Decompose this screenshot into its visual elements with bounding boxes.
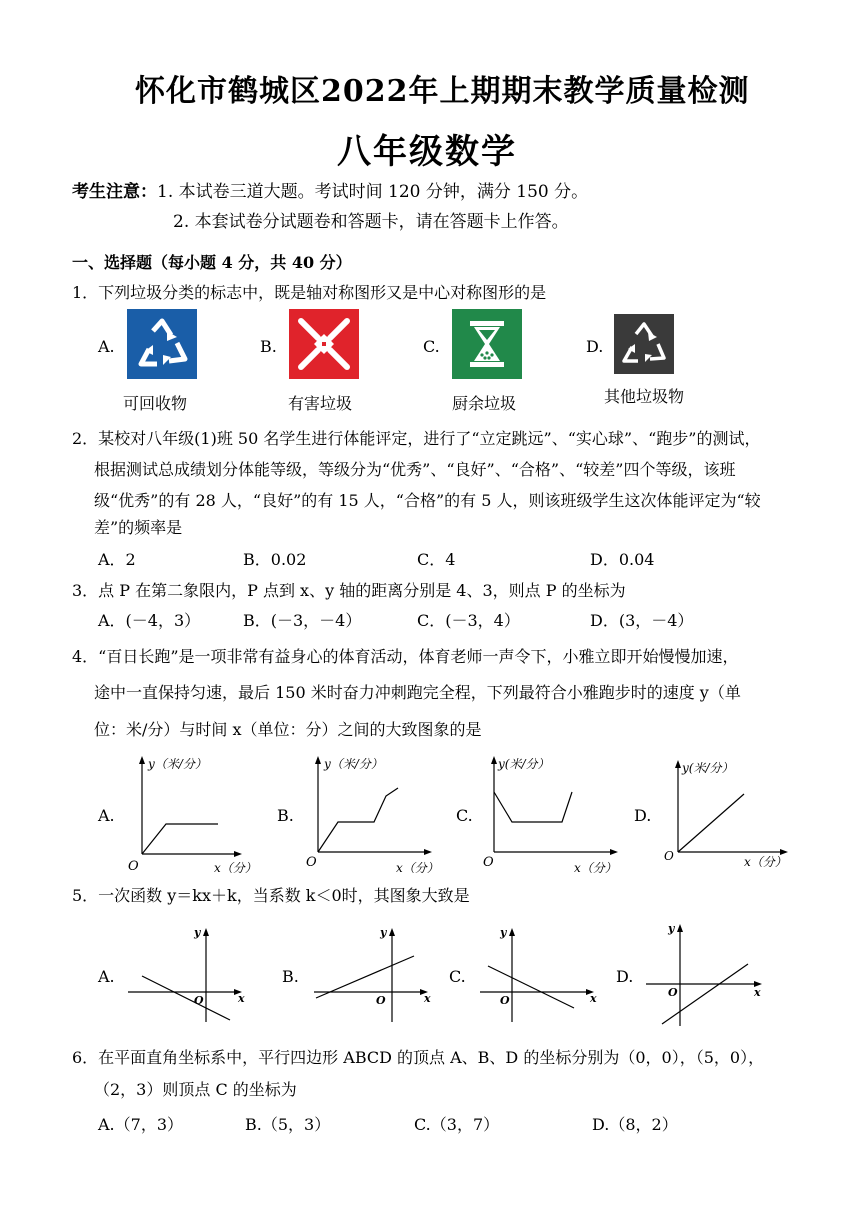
q1-option-b-caption: 有害垃圾 <box>288 394 353 413</box>
q2-option-b: B．0.02 <box>243 550 307 569</box>
q1-option-d-caption: 其他垃圾物 <box>604 387 685 406</box>
q1-option-a-caption: 可回收物 <box>123 394 188 413</box>
q4-graph-c <box>478 752 623 877</box>
q3-option-a: A．(－4，3） <box>98 611 201 630</box>
kitchen-waste-icon <box>452 309 522 379</box>
section-heading: 一、选择题（每小题 4 分，共 40 分） <box>72 253 352 272</box>
q4-graph-a <box>120 752 257 877</box>
q1-option-b-letter: B. <box>260 337 277 356</box>
q4-c-xlabel: x（分） <box>574 861 617 875</box>
q4-line-2: 途中一直保持匀速，最后 150 米时奋力冲刺跑完全程，下列最符合小雅跑步时的速度 y（单 <box>94 683 741 702</box>
q2-line-1: 2．某校对八年级(1)班 50 名学生进行体能评定，进行了“立定跳远”、“实心球”、“跑步”的测试， <box>72 429 761 448</box>
notice-line-2: 2. 本套试卷分试题卷和答题卡，请在答题卡上作答。 <box>173 212 569 232</box>
q5-b-origin: O <box>376 994 386 1007</box>
q5-b-x: x <box>424 992 431 1005</box>
q4-line-3: 位：米/分）与时间 x（单位：分）之间的大致图象的是 <box>94 720 482 739</box>
q6-line-1: 6．在平面直角坐标系中，平行四边形 ABCD 的顶点 A、B、D 的坐标分别为（0，0），（5，0）， <box>72 1048 765 1067</box>
exam-title: 怀化市鹤城区2022年上期期末教学质量检测 <box>135 74 750 109</box>
q5-d-x: x <box>754 986 761 999</box>
q4-graph-d <box>660 754 795 874</box>
q5-graph-b <box>308 922 438 1027</box>
q5-c-x: x <box>590 992 597 1005</box>
other-waste-icon <box>614 314 674 374</box>
q1-option-c-caption: 厨余垃圾 <box>452 394 517 413</box>
recyclable-icon <box>127 309 197 379</box>
q2-option-d: D．0.04 <box>590 550 655 569</box>
q3-stem: 3．点 P 在第二象限内，P 点到 x、y 轴的距离分别是 4、3，则点 P 的坐标为 <box>72 581 626 600</box>
q4-c-origin: O <box>483 855 494 870</box>
q4-c-ylabel: y(米/分） <box>498 757 550 771</box>
q5-a-origin: O <box>194 994 204 1007</box>
notice-line-1: 1. 本试卷三道大题。考试时间 120 分钟，满分 150 分。 <box>157 182 589 202</box>
q4-line-1: 4．“百日长跑”是一项非常有益身心的体育活动，体育老师一声令下，小雅立即开始慢慢加速， <box>72 647 739 666</box>
q5-b-y: y <box>380 926 387 939</box>
q4-a-xlabel: x（分） <box>214 861 257 875</box>
q4-graph-b <box>298 752 438 877</box>
q5-graph-d <box>640 918 770 1030</box>
hazardous-icon <box>289 309 359 379</box>
q2-line-4: 差”的频率是 <box>94 518 183 537</box>
q4-b-origin: O <box>306 855 317 870</box>
q5-d-y: y <box>668 922 675 935</box>
q6-option-c: C.（3，7） <box>414 1115 500 1134</box>
q5-stem: 5．一次函数 y＝kx＋k，当系数 k＜0时，其图象大致是 <box>72 886 470 905</box>
q4-d-origin: O <box>664 849 674 863</box>
q4-option-b-letter: B. <box>277 806 294 825</box>
q4-option-a-letter: A. <box>98 806 115 825</box>
q5-option-b-letter: B. <box>282 967 299 986</box>
q5-d-origin: O <box>668 986 678 999</box>
q4-b-xlabel: x（分） <box>396 861 439 875</box>
q4-d-ylabel: y(米/分） <box>682 761 734 775</box>
q5-a-y: y <box>194 926 201 939</box>
q4-a-origin: O <box>128 859 139 874</box>
q5-option-d-letter: D. <box>616 967 634 986</box>
q5-c-origin: O <box>500 994 510 1007</box>
q5-c-y: y <box>500 926 507 939</box>
subject-title: 八年级数学 <box>337 132 517 172</box>
q6-option-a: A.（7，3） <box>98 1115 184 1134</box>
q4-option-c-letter: C. <box>456 806 473 825</box>
q1-stem: 1．下列垃圾分类的标志中，既是轴对称图形又是中心对称图形的是 <box>72 283 547 302</box>
q1-option-c-letter: C. <box>423 337 440 356</box>
q5-graph-a <box>122 922 252 1027</box>
q2-option-a: A．2 <box>98 550 136 569</box>
q5-option-c-letter: C. <box>449 967 466 986</box>
q4-option-d-letter: D. <box>634 806 652 825</box>
q5-graph-c <box>474 922 604 1027</box>
q4-a-ylabel: y（米/分） <box>148 757 207 771</box>
q3-option-d: D．(3，－4） <box>590 611 694 630</box>
q4-d-xlabel: x（分） <box>744 855 787 869</box>
q3-option-c: C．(－3，4） <box>417 611 520 630</box>
q5-a-x: x <box>238 992 245 1005</box>
q2-line-2: 根据测试总成绩划分体能等级，等级分为“优秀”、“良好”、“合格”、“较差”四个等级，该班 <box>94 460 736 479</box>
q5-option-a-letter: A. <box>98 967 115 986</box>
q1-option-d-letter: D. <box>586 337 604 356</box>
q4-b-ylabel: y（米/分） <box>324 757 383 771</box>
notice-label: 考生注意：1. 本试卷三道大题。考试时间 120 分钟，满分 150 分。 <box>72 182 589 202</box>
q2-option-c: C．4 <box>417 550 456 569</box>
q1-option-a-letter: A. <box>98 337 115 356</box>
q3-option-b: B．(－3，－4） <box>243 611 362 630</box>
q6-option-b: B.（5，3） <box>245 1115 331 1134</box>
q6-option-d: D.（8，2） <box>592 1115 678 1134</box>
q2-line-3: 级“优秀”的有 28 人，“良好”的有 15 人，“合格”的有 5 人，则该班级学生这次体能评定为“较 <box>94 491 761 510</box>
q6-line-2: （2，3）则顶点 C 的坐标为 <box>94 1080 297 1099</box>
